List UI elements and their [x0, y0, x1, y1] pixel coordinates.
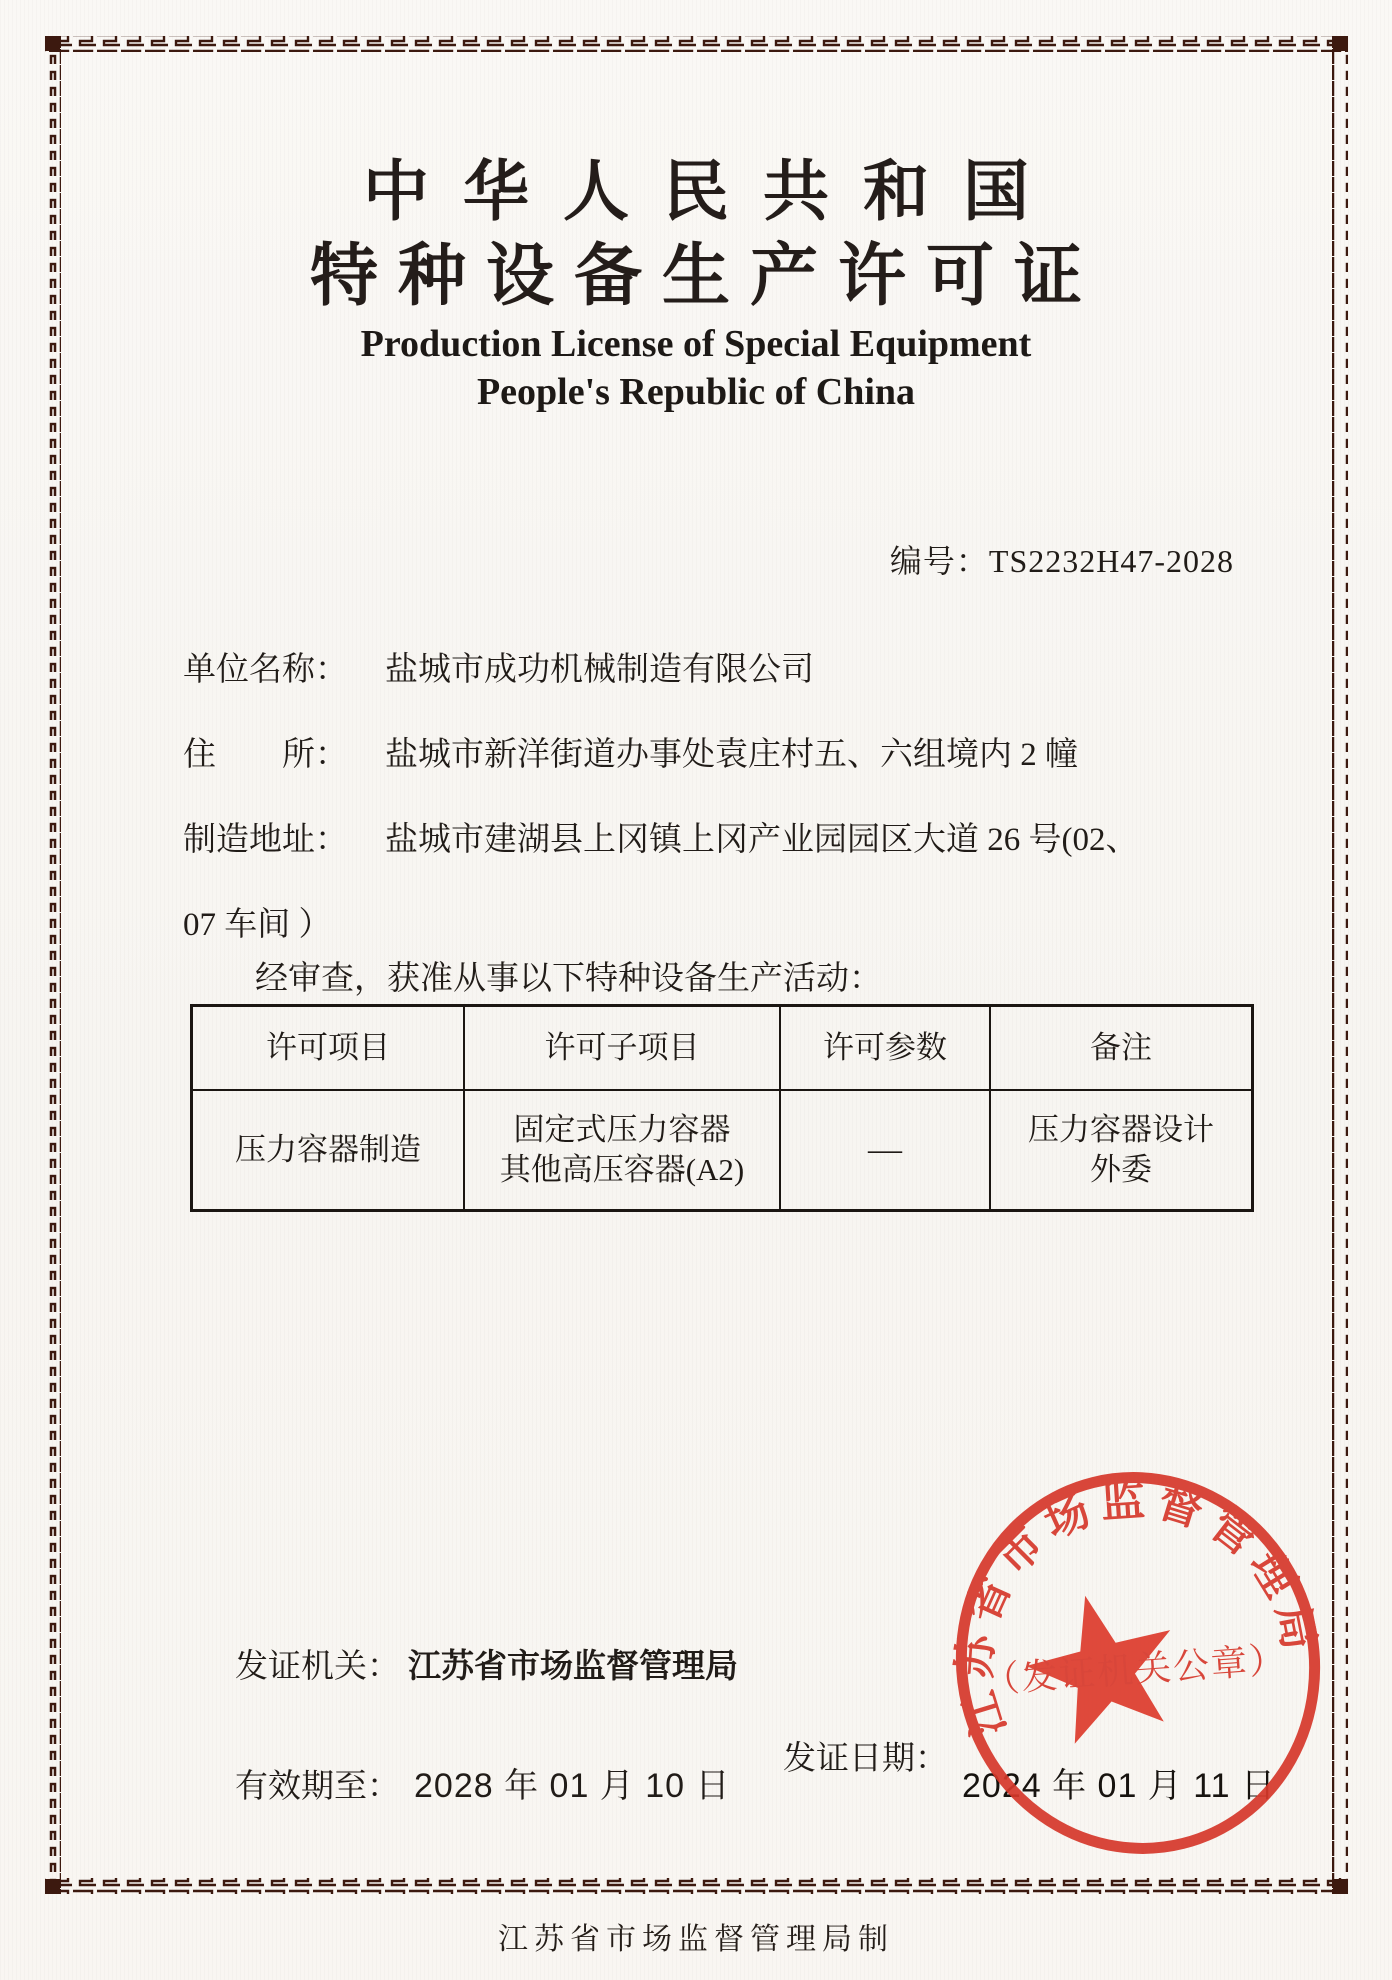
field-unit-name: [183, 648, 1213, 692]
license-table: [190, 1004, 1254, 1212]
table-header-parameter: 许可参数: [781, 1007, 991, 1091]
field-label: 单位名称：: [183, 652, 348, 688]
issuer-value: 江苏省市场监督管理局: [408, 1649, 738, 1685]
sub-item-line2: 其他高压容器(A2): [499, 1152, 745, 1187]
valid-until-label: 有效期至：: [235, 1769, 400, 1805]
title-license-cn: 特种设备生产许可证: [309, 238, 1102, 314]
title-country: 中华人民共和国: [363, 156, 1063, 229]
sub-item-line1: 固定式压力容器: [513, 1112, 731, 1147]
table-cell-sub-item: [465, 1091, 781, 1209]
table-header-sub-item: 许可子项目: [465, 1007, 781, 1091]
field-label: 住 所：: [183, 737, 348, 773]
field-value: 盐城市新洋街道办事处袁庄村五、六组境内 2 幢: [385, 737, 1078, 773]
valid-until-line: [235, 1758, 731, 1807]
field-address: [183, 733, 1213, 777]
field-label: 制造地址：: [183, 822, 348, 858]
remark-line1: 压力容器设计: [1028, 1112, 1214, 1147]
issue-date-value: 2024 年 01 月 11 日: [962, 1767, 1276, 1805]
valid-until-value: 2028 年 01 月 10 日: [414, 1767, 731, 1805]
table-cell-parameter: [781, 1091, 991, 1209]
table-cell-remark: [991, 1091, 1251, 1209]
official-seal: [928, 1458, 1352, 1878]
title-license-en: Production License of Special Equipment: [360, 323, 1032, 365]
remark-line2: 外委: [1090, 1152, 1152, 1187]
field-value: 07 车间 ）: [183, 907, 332, 943]
seal-ring-text: 江苏省市场监督管理局: [950, 1475, 1326, 1743]
field-manufacturing-address: [183, 818, 1213, 862]
approval-statement: 经审查，获准从事以下特种设备生产活动：: [255, 961, 882, 997]
seal-center-text: （发证机关公章）: [982, 1639, 1289, 1701]
license-number-label: 编号：: [889, 543, 989, 579]
issue-date-label: 发证日期：: [783, 1741, 948, 1777]
license-number-value: TS2232H47-2028: [988, 543, 1234, 579]
table-header-item: 许可项目: [193, 1007, 465, 1091]
issuer-line: [235, 1640, 738, 1687]
field-value: 盐城市建湖县上冈镇上冈产业园园区大道 26 号(02、: [385, 822, 1139, 858]
field-manufacturing-address-cont: [183, 903, 1213, 947]
field-value: 盐城市成功机械制造有限公司: [385, 652, 814, 688]
parameter-dash: —: [868, 1131, 902, 1168]
license-number-line: [890, 536, 1234, 582]
issuer-label: 发证机关：: [235, 1649, 400, 1685]
footer-printer: 江苏省市场监督管理局制: [498, 1923, 894, 1956]
table-cell-item: 压力容器制造: [193, 1091, 465, 1209]
title-country-en: People's Republic of China: [476, 371, 916, 413]
table-header-remark: 备注: [991, 1007, 1251, 1091]
